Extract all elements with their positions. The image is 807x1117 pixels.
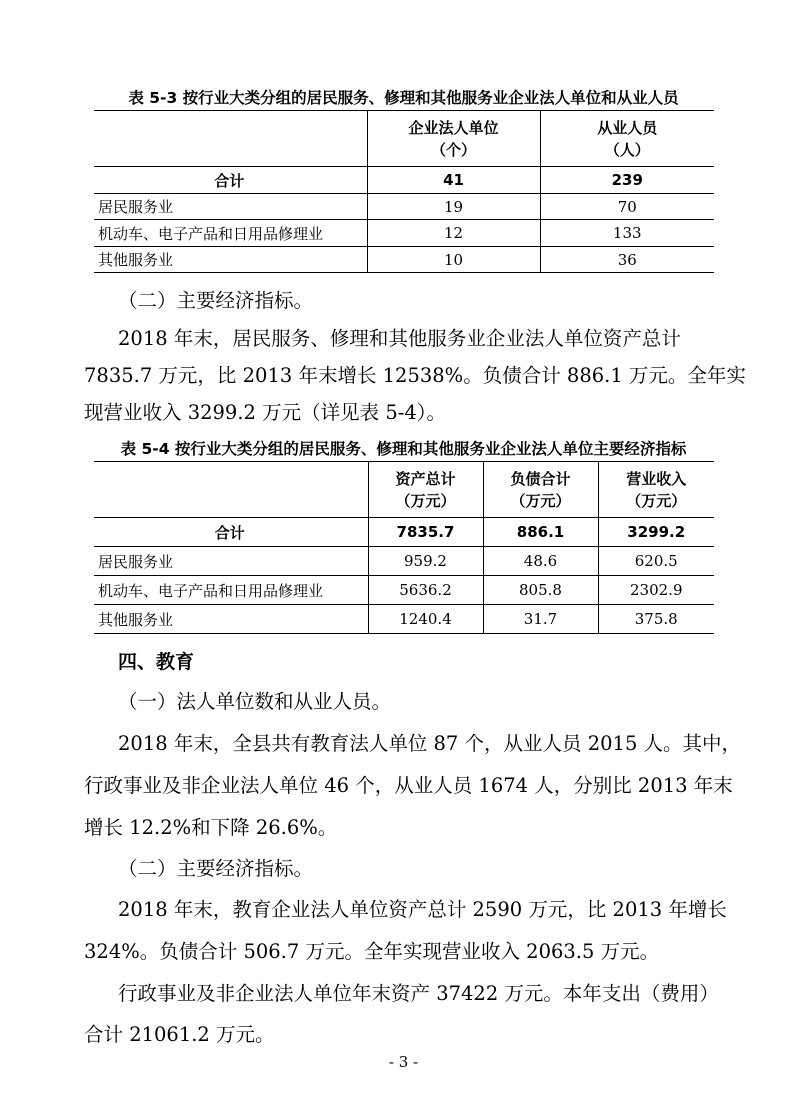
header-unit: （万元）: [626, 491, 687, 510]
cell-value: 959.2: [368, 547, 483, 576]
table-row-total: [94, 167, 714, 194]
header-blank: [94, 111, 367, 167]
header-unit: （个）: [430, 140, 476, 159]
cell-value: 5636.2: [368, 576, 483, 605]
row-label: 居民服务业: [94, 194, 367, 220]
header-unit: （万元）: [395, 491, 456, 510]
paragraph-line: 2018 年末，居民服务、修理和其他服务业企业法人单位资产总计: [118, 327, 681, 350]
subheading-economic-indicators: （二）主要经济指标。: [118, 289, 314, 312]
cell-value: 36: [540, 247, 714, 273]
page-number: - 3 -: [388, 1053, 419, 1071]
paragraph-line: 现营业收入 3299.2 万元（详见表 5-4）。: [84, 401, 446, 424]
header-label: 营业收入: [626, 469, 687, 488]
row-label: 合计: [94, 518, 368, 547]
subheading-legal-units: （一）法人单位数和从业人员。: [118, 690, 392, 713]
paragraph-line: 合计 21061.2 万元。: [84, 1023, 275, 1046]
cell-value: 41: [367, 167, 540, 194]
paragraph-line: 2018 年末，全县共有教育法人单位 87 个，从业人员 2015 人。其中，: [118, 732, 742, 755]
table-row: [94, 576, 714, 605]
row-label: 合计: [94, 167, 367, 194]
table-header-row: [94, 462, 714, 518]
cell-value: 12: [367, 220, 540, 247]
row-label: 居民服务业: [94, 547, 368, 576]
cell-value: 31.7: [483, 605, 598, 634]
cell-value: 620.5: [598, 547, 714, 576]
row-label: 机动车、电子产品和日用品修理业: [94, 220, 367, 247]
paragraph-line: 324%。负债合计 506.7 万元。全年实现营业收入 2063.5 万元。: [84, 940, 660, 963]
table-5-4: [94, 461, 714, 634]
cell-value: 2302.9: [598, 576, 714, 605]
cell-value: 805.8: [483, 576, 598, 605]
header-label: 企业法人单位: [408, 118, 499, 137]
section-heading-education: 四、教育: [118, 651, 195, 673]
cell-value: 886.1: [483, 518, 598, 547]
paragraph-line: 7835.7 万元，比 2013 年末增长 12538%。负债合计 886.1 万元。全年实: [84, 364, 746, 387]
table-row: [94, 194, 714, 220]
cell-value: 133: [540, 220, 714, 247]
header-unit: （万元）: [510, 491, 571, 510]
header-assets: [368, 462, 483, 518]
cell-value: 7835.7: [368, 518, 483, 547]
row-label: 其他服务业: [94, 247, 367, 273]
cell-value: 19: [367, 194, 540, 220]
table-5-4-caption: 表 5-4 按行业大类分组的居民服务、修理和其他服务业企业法人单位主要经济指标: [120, 440, 687, 458]
cell-value: 375.8: [598, 605, 714, 634]
cell-value: 3299.2: [598, 518, 714, 547]
subheading-economic-indicators: （二）主要经济指标。: [118, 857, 314, 880]
row-label: 其他服务业: [94, 605, 368, 634]
cell-value: 10: [367, 247, 540, 273]
cell-value: 70: [540, 194, 714, 220]
cell-value: 239: [540, 167, 714, 194]
paragraph-line: 行政事业及非企业法人单位 46 个，从业人员 1674 人，分别比 2013 年末: [84, 774, 733, 797]
header-liabilities: [483, 462, 598, 518]
header-employees: [540, 111, 714, 167]
table-5-3: [94, 110, 714, 273]
header-revenue: [598, 462, 714, 518]
header-label: 从业人员: [597, 118, 658, 137]
table-row: [94, 247, 714, 273]
cell-value: 48.6: [483, 547, 598, 576]
table-header-row: [94, 111, 714, 167]
paragraph-line: 2018 年末，教育企业法人单位资产总计 2590 万元，比 2013 年增长: [118, 898, 727, 921]
row-label: 机动车、电子产品和日用品修理业: [94, 576, 368, 605]
table-row: [94, 220, 714, 247]
table-row: [94, 605, 714, 634]
paragraph-line: 行政事业及非企业法人单位年末资产 37422 万元。本年支出（费用）: [118, 982, 719, 1005]
paragraph-line: 增长 12.2%和下降 26.6%。: [84, 816, 338, 839]
header-label: 负债合计: [510, 469, 571, 488]
table-5-3-caption: 表 5-3 按行业大类分组的居民服务、修理和其他服务业企业法人单位和从业人员: [128, 89, 679, 107]
header-label: 资产总计: [395, 469, 456, 488]
table-row: [94, 547, 714, 576]
header-unit: （人）: [604, 140, 650, 159]
table-row-total: [94, 518, 714, 547]
header-units: [367, 111, 540, 167]
cell-value: 1240.4: [368, 605, 483, 634]
header-blank: [94, 462, 368, 518]
